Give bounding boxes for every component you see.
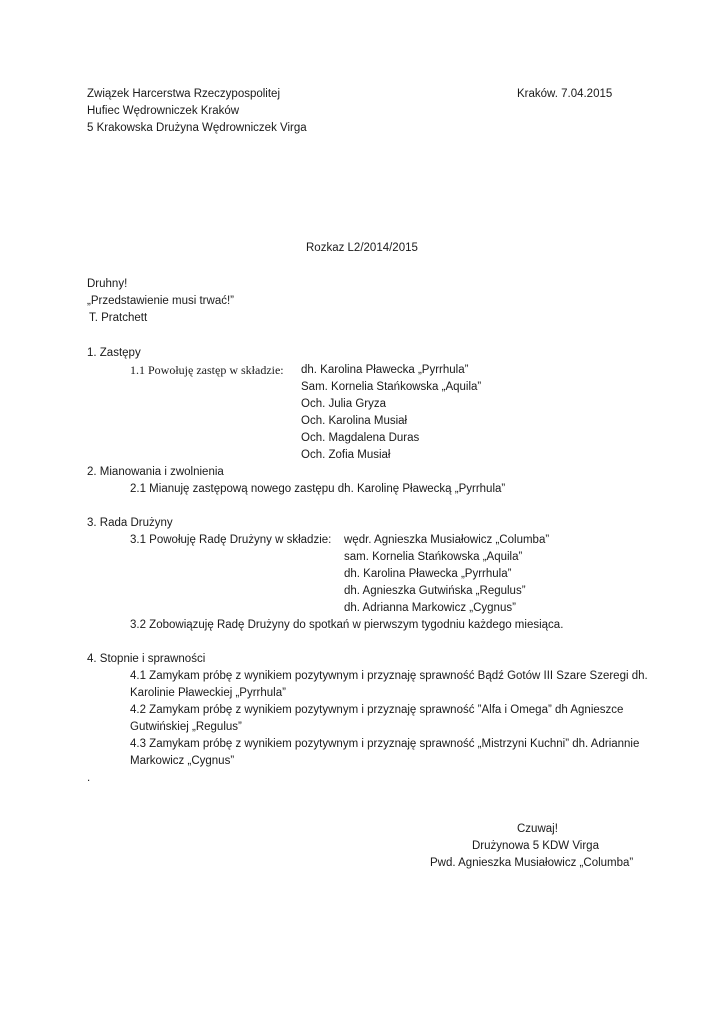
org-team: 5 Krakowska Drużyna Wędrowniczek Virga [87, 122, 307, 134]
section-item: 3.2 Zobowiązuję Radę Drużyny do spotkań w pierwszym tygodniu każdego miesiąca. [130, 619, 564, 631]
section-heading: 3. Rada Drużyny [87, 517, 173, 529]
list-item: sam. Kornelia Stańkowska „Aquila” [344, 551, 523, 563]
greeting: Druhny! [87, 278, 128, 290]
signature-name: Pwd. Agnieszka Musiałowicz „Columba” [430, 857, 634, 869]
quote-author: T. Pratchett [89, 312, 148, 324]
section-heading: 2. Mianowania i zwolnienia [87, 466, 224, 478]
org-name: Związek Harcerstwa Rzeczypospolitej [87, 88, 281, 100]
section-heading: 1. Zastępy [87, 347, 141, 359]
list-item: dh. Karolina Pławecka „Pyrrhula” [344, 568, 512, 580]
org-unit: Hufiec Wędrowniczek Kraków [87, 105, 240, 117]
section-item-label: 3.1 Powołuję Radę Drużyny w składzie: [130, 534, 332, 546]
list-item: dh. Karolina Pławecka „Pyrrhula” [301, 364, 469, 376]
list-item: Och. Zofia Musiał [301, 449, 391, 461]
section-item-cont: Karolinie Pławeckiej „Pyrrhula” [130, 687, 286, 699]
list-item: dh. Adrianna Markowicz „Cygnus” [344, 602, 516, 614]
section-item: 4.3 Zamykam próbę z wynikiem pozytywnym i przyznaję sprawność „Mistrzyni Kuchni” dh. Adriannie [130, 738, 640, 750]
list-item: dh. Agnieszka Gutwińska „Regulus” [344, 585, 526, 597]
section-item: 2.1 Mianuję zastępową nowego zastępu dh. Karolinę Pławecką „Pyrrhula” [130, 483, 506, 495]
list-item: Sam. Kornelia Stańkowska „Aquila” [301, 381, 482, 393]
list-item: wędr. Agnieszka Musiałowicz „Columba” [344, 534, 550, 546]
section-item-cont: Markowicz „Cygnus” [130, 755, 235, 767]
list-item: Och. Karolina Musiał [301, 415, 408, 427]
section-item: 4.2 Zamykam próbę z wynikiem pozytywnym i przyznaję sprawność ”Alfa i Omega” dh Agnieszce [130, 704, 624, 716]
list-item: Och. Magdalena Duras [301, 432, 420, 444]
stray-dot: . [87, 772, 91, 784]
closing: Czuwaj! [517, 823, 558, 835]
signature-role: Drużynowa 5 KDW Virga [472, 840, 599, 852]
section-item-cont: Gutwińskiej „Regulus” [130, 721, 242, 733]
order-title: Rozkaz L2/2014/2015 [306, 242, 418, 254]
quote: „Przedstawienie musi trwać!” [87, 295, 234, 307]
section-item: 4.1 Zamykam próbę z wynikiem pozytywnym i przyznaję sprawność Bądź Gotów III Szare Szeregi dh. [130, 670, 648, 682]
section-heading: 4. Stopnie i sprawności [87, 653, 206, 665]
section-item-label: 1.1 Powołuję zastęp w składzie: [130, 363, 284, 377]
list-item: Och. Julia Gryza [301, 398, 386, 410]
place-date: Kraków. 7.04.2015 [517, 88, 613, 100]
